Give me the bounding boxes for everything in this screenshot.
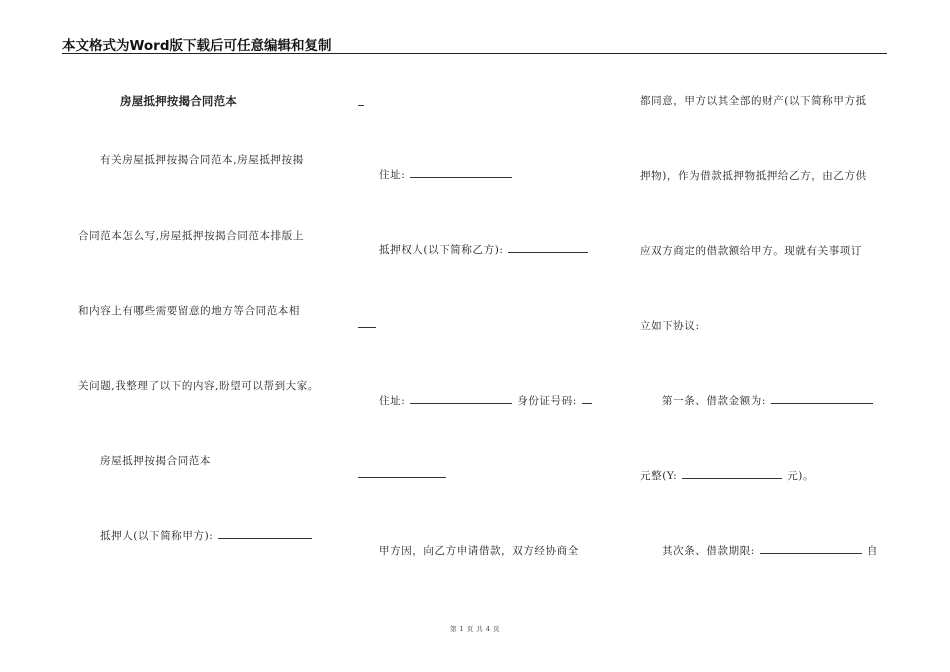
loan-term-blank: [760, 544, 862, 554]
amount-figure-blank: [682, 469, 782, 479]
clause1-label: 第一条、借款金额为:: [662, 395, 767, 407]
mortgagor-label: 抵押人(以下简称甲方):: [100, 530, 214, 542]
paragraph-line: 关问题,我整理了以下的内容,盼望可以帮到大家。: [78, 380, 319, 392]
mortgagee-row: [357, 242, 589, 257]
loan-amount-blank: [771, 394, 873, 404]
section-subtitle: 房屋抵押按揭合同范本: [100, 455, 211, 467]
mortgagee-label: 抵押权人(以下简称乙方):: [379, 244, 504, 256]
paragraph-line: 和内容上有哪些需要留意的地方等合同范本相: [78, 305, 300, 317]
loan-amount-row: [640, 468, 814, 483]
address2-row: [357, 393, 593, 408]
paragraph-line: 甲方因，向乙方申请借款，双方经协商全: [379, 545, 579, 557]
blank-stub: [358, 96, 364, 106]
clause2-row: [640, 543, 878, 558]
address1-blank: [410, 168, 512, 178]
paragraph-line: 押物)，作为借款抵押物抵押给乙方，由乙方供: [640, 170, 867, 182]
mortgagor-row: [78, 528, 313, 543]
text-column-2: [357, 0, 619, 672]
mortgagee-blank: [508, 243, 588, 253]
address2-blank: [410, 394, 512, 404]
blank-stub: [358, 318, 376, 328]
address1-label: 住址:: [379, 169, 406, 181]
continuation-blank: [357, 96, 365, 109]
amount-suffix: 元)。: [787, 470, 815, 482]
page-number-footer: 第 1 页 共 4 页: [449, 625, 501, 633]
amount-prefix: 元整(Y:: [640, 470, 678, 482]
id-number-blank-2: [358, 468, 446, 478]
text-column-3: [640, 0, 902, 672]
address1-row: [357, 167, 513, 182]
paragraph-line: 立如下协议:: [640, 320, 700, 332]
mortgagor-blank: [218, 529, 312, 539]
clause2-suffix: 自: [866, 545, 878, 557]
paragraph-line: 都同意，甲方以其全部的财产(以下简称甲方抵: [640, 95, 867, 107]
text-column-1: [78, 0, 340, 672]
document-header-title: 本文格式为Word版下载后可任意编辑和复制: [62, 38, 332, 54]
id-number-label: 身份证号码:: [517, 395, 577, 407]
address2-label: 住址:: [379, 395, 406, 407]
clause1-row: [640, 393, 874, 408]
mortgagee-blank-continuation: [357, 318, 377, 331]
document-title: 房屋抵押按揭合同范本: [120, 94, 237, 108]
paragraph-line: 合同范本怎么写,房屋抵押按揭合同范本排版上: [78, 230, 304, 242]
id-number-blank: [582, 394, 592, 404]
clause2-label: 其次条、借款期限:: [662, 545, 755, 557]
id-number-blank-continuation: [357, 468, 447, 481]
paragraph-line: 有关房屋抵押按揭合同范本,房屋抵押按揭: [100, 154, 304, 166]
paragraph-line: 应双方商定的借款额给甲方。现就有关事项订: [640, 245, 862, 257]
